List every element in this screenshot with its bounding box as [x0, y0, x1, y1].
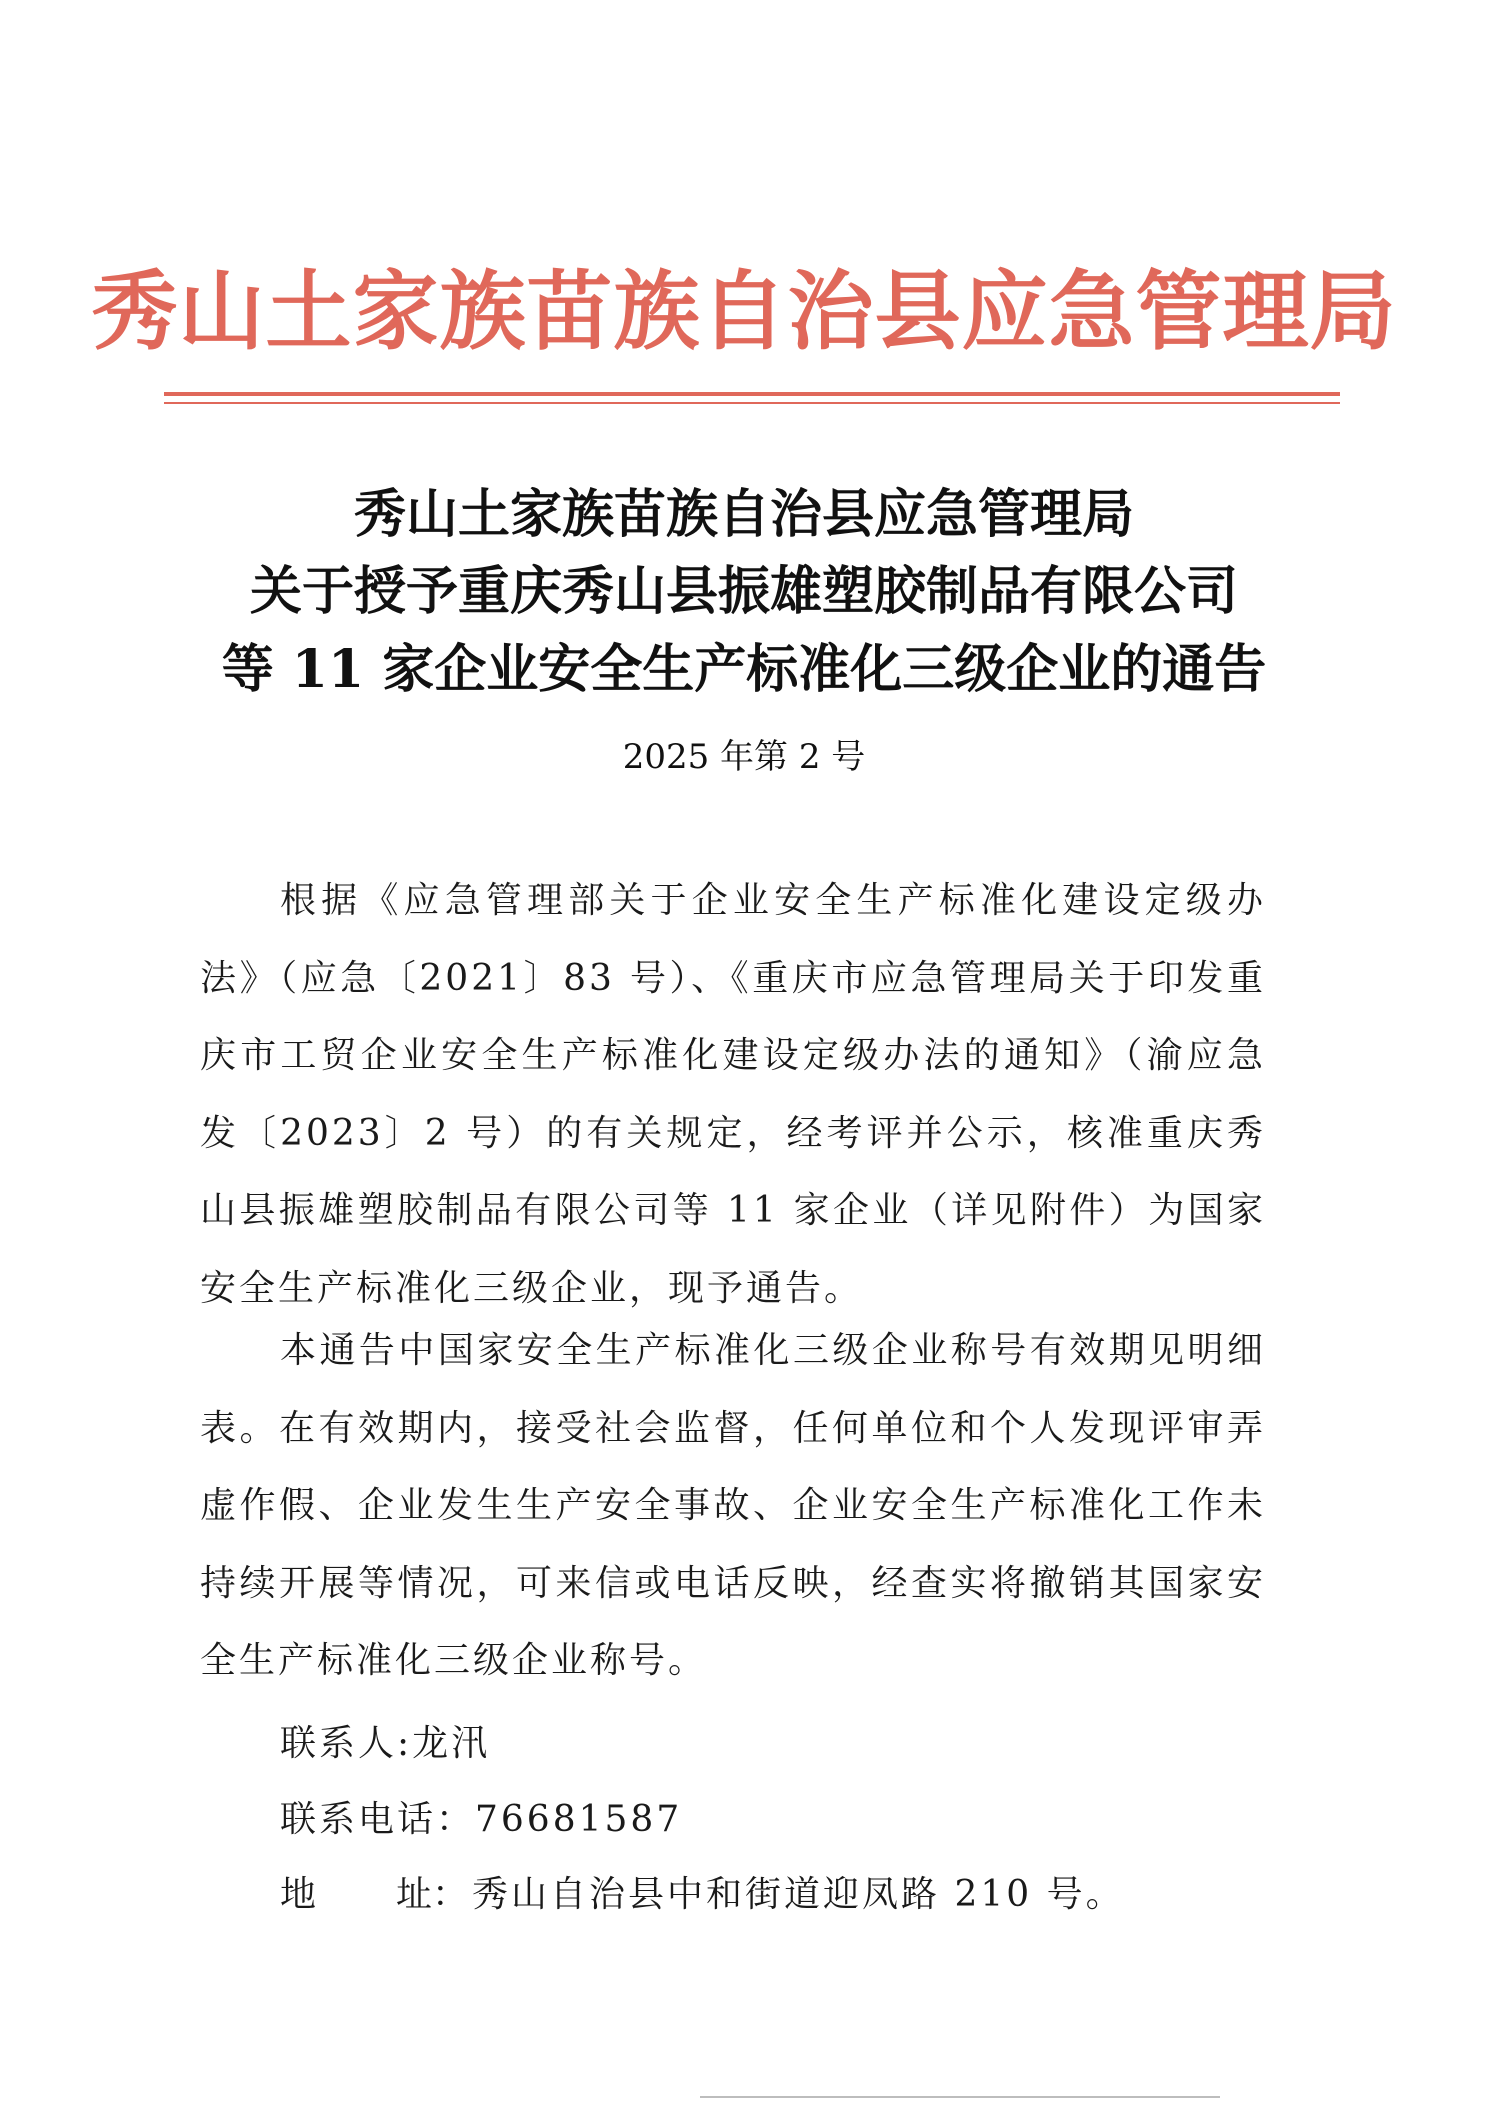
notice-title-line-3: 等 11 家企业安全生产标准化三级企业的通告	[221, 639, 1267, 700]
notice-title-line-2: 关于授予重庆秀山县振雄塑胶制品有限公司	[249, 561, 1238, 622]
document-number: 2025 年第 2 号	[622, 737, 866, 777]
page-bottom-mark	[700, 2096, 1220, 2098]
body-paragraph-2	[200, 1312, 1266, 1700]
paragraph-text: 本通告中国家安全生产标准化三级企业称号有效期见明细表。在有效期内，接受社会监督，任何单位和个人发现评审弄虚作假、企业发生生产安全事故、企业安全生产标准化工作未持续开展等情况，可来信或电话反映，经查实将撤销其国家安全生产标准化三级企业称号。	[200, 1330, 1266, 1681]
letterhead-rule-thick	[164, 392, 1340, 396]
contact-person: 联系人:龙汛	[280, 1723, 491, 1764]
body-paragraph-1	[200, 862, 1266, 1327]
contact-phone: 联系电话：76681587	[280, 1799, 683, 1840]
address-label-part-2: 址：	[396, 1874, 469, 1915]
letterhead-title: 秀山土家族苗族自治县应急管理局	[91, 261, 1397, 362]
notice-title-line-1: 秀山土家族苗族自治县应急管理局	[353, 484, 1134, 545]
address-label	[280, 1873, 472, 1917]
address-label-part-1: 地	[280, 1874, 317, 1915]
address-value: 秀山自治县中和街道迎凤路 210 号。	[472, 1874, 1125, 1915]
paragraph-text: 根据《应急管理部关于企业安全生产标准化建设定级办法》（应急〔2021〕83 号）、《重庆市应急管理局关于印发重庆市工贸企业安全生产标准化建设定级办法的通知》（渝应急发〔2023〕2 号）的有关规定，经考评并公示，核准重庆秀山县振雄塑胶制品有限公司等 11 家企业（详见附件）为国家安全生产标准化三级企业，现予通告。	[200, 880, 1266, 1309]
contact-address	[280, 1873, 1280, 1917]
letterhead-rule-thin	[164, 402, 1340, 404]
